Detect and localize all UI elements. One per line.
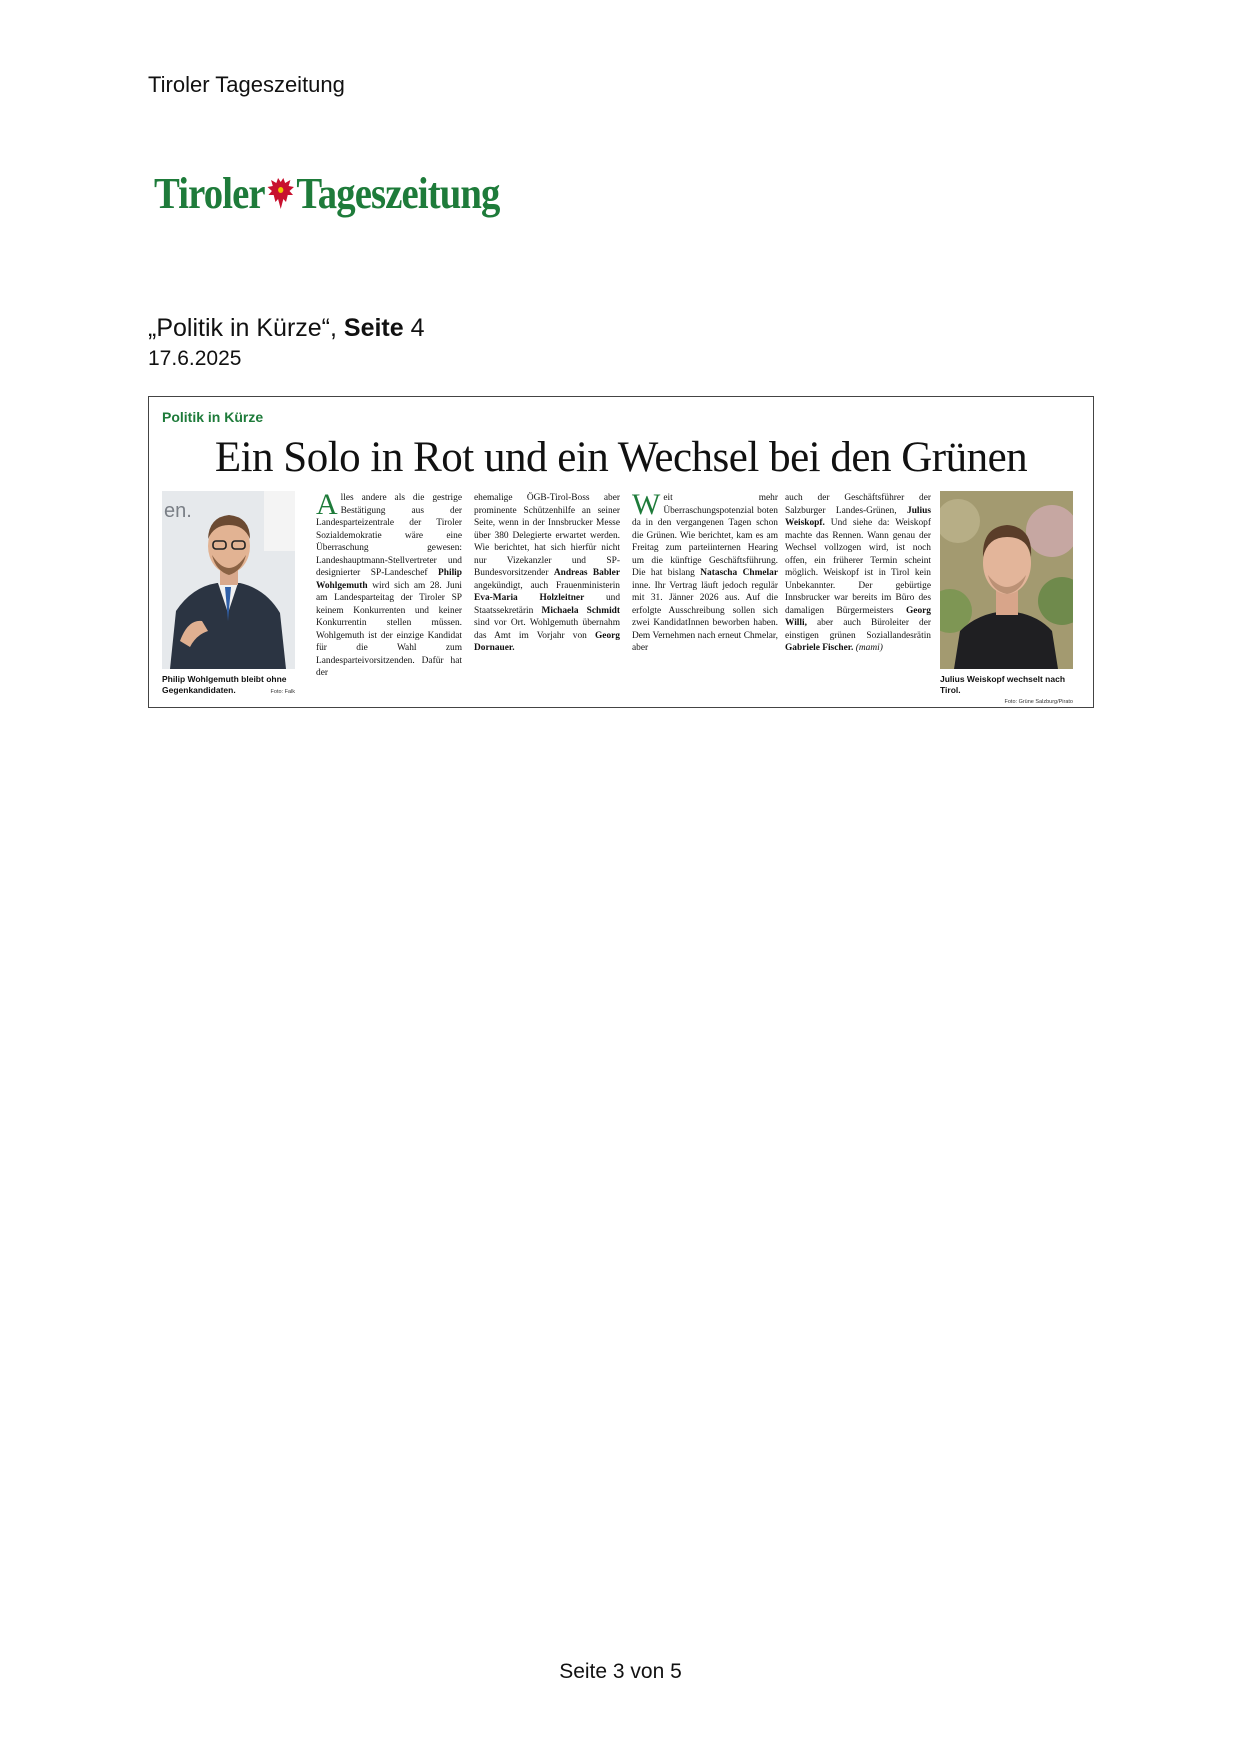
- body-text: lles andere als die gestrige Bestätigung aus der Landesparteizentrale der Tiroler Sozialdemokratie wäre eine Überraschung gewesen: Landeshauptmann-Stellvertreter und designierter SP-Landeschef: [316, 493, 462, 578]
- person-name: Michaela Schmidt: [541, 605, 620, 616]
- section-line: [148, 314, 425, 343]
- body-text: angekündigt, auch Frauenministerin: [474, 580, 620, 591]
- person-name: Natascha Chmelar: [700, 568, 778, 578]
- portrait-young-man-image: [940, 491, 1073, 669]
- page-indicator: Seite 3 von 5: [559, 1660, 682, 1683]
- logo-text-left: Tiroler: [154, 169, 265, 218]
- portrait-man-suit-image: [162, 491, 295, 669]
- photo-credit: Foto: Grüne Salzburg/Pirato: [1004, 698, 1073, 705]
- article-column-1: [316, 492, 462, 702]
- page-label: Seite: [343, 314, 404, 342]
- logo-text-right: Tageszeitung: [296, 169, 500, 218]
- photo-caption-right: [940, 674, 1073, 705]
- body-text: aber auch Büroleiter der einstigen grünen Soziallandesrätin: [785, 618, 931, 641]
- photo-weiskopf: [940, 491, 1073, 669]
- section-name: „Politik in Kürze“,: [148, 314, 337, 342]
- person-name: Julius Weiskopf.: [785, 505, 931, 528]
- person-name: Georg Dornauer.: [474, 630, 620, 653]
- author-tag: (mami): [855, 643, 883, 653]
- article-clipping: [148, 396, 1094, 708]
- body-text: und Staatssekretärin: [474, 593, 620, 616]
- body-text: auch der Geschäftsführer der Salzburger Landes-Grünen,: [785, 493, 931, 516]
- body-text: inne. Ihr Vertrag läuft jedoch regulär mit 31. Jänner 2026 aus. Auf die erfolgte Ausschreibung sollen sich zwei KandidatInnen beworben haben. Dem Vernehmen nach erneut Chmelar, aber: [632, 580, 778, 653]
- body-text: eit mehr Überraschungspotenzial boten da in den vergangenen Tagen schon die Grünen. Wie berichtet, kam es am Freitag zum parteiinternen Hearing um die künftige Geschäftsführung. Die hat bislang: [632, 493, 778, 578]
- drop-cap: W: [632, 492, 661, 521]
- body-text: wird sich am 28. Juni am Landesparteitag der Tiroler SP keinem Konkurrenten und keiner Konkurrentin stellen müssen. Wohlgemuth ist der einzige Kandidat für die Wahl zum Landesparteivorsitzenden. Dafür hat der: [316, 580, 462, 678]
- person-name: Philip Wohlgemuth: [316, 568, 462, 591]
- photo-backdrop-text: en.: [164, 500, 192, 522]
- person-name: Andreas Babler: [553, 568, 620, 578]
- publication-date: 17.6.2025: [148, 347, 242, 370]
- tyrolean-eagle-icon: [266, 176, 294, 212]
- article-column-4: [785, 492, 931, 702]
- drop-cap: A: [316, 492, 338, 521]
- article-headline: Ein Solo in Rot und ein Wechsel bei den Grünen: [214, 434, 1028, 481]
- photo-caption-left: [162, 674, 295, 697]
- photo-credit: Foto: Falk: [270, 688, 295, 695]
- publication-header: Tiroler Tageszeitung: [148, 72, 345, 97]
- photo-wohlgemuth: [162, 491, 295, 669]
- article-column-2: [474, 492, 620, 702]
- caption-text: Philip Wohlgemuth bleibt ohne Gegenkandidaten.: [162, 674, 287, 696]
- body-text: ehemalige ÖGB-Tirol-Boss aber prominente Schützenhilfe an seiner Seite, wenn in der Innsbrucker Messe über 380 Delegierte erwartet werden. Wie berichtet, hat sich hierfür nicht nur Vizekanzler und SP-Bundesvorsitzender: [474, 493, 620, 578]
- body-text: sind vor Ort. Wohlgemuth übernahm das Amt im Vorjahr von: [474, 618, 620, 641]
- person-name: Gabriele Fischer.: [785, 643, 854, 653]
- page-number: 4: [410, 314, 425, 342]
- caption-text: Julius Weiskopf wechselt nach Tirol.: [940, 674, 1066, 696]
- article-rubric: Politik in Kürze: [162, 409, 264, 425]
- newspaper-logo: [154, 169, 500, 218]
- person-name: Eva-Maria Holzleitner: [474, 593, 585, 603]
- article-column-3: [632, 492, 778, 702]
- person-name: Georg Willi,: [785, 605, 931, 628]
- body-text: Und siehe da: Weiskopf machte das Rennen. Wann genau der Wechsel vollzogen wird, ist noch offen, ein früherer Termin scheint möglich. Weiskopf ist in Tirol kein Unbekannter. Der gebürtige Innsbrucker war bereits im Büro des damaligen Bürgermeisters: [785, 518, 931, 616]
